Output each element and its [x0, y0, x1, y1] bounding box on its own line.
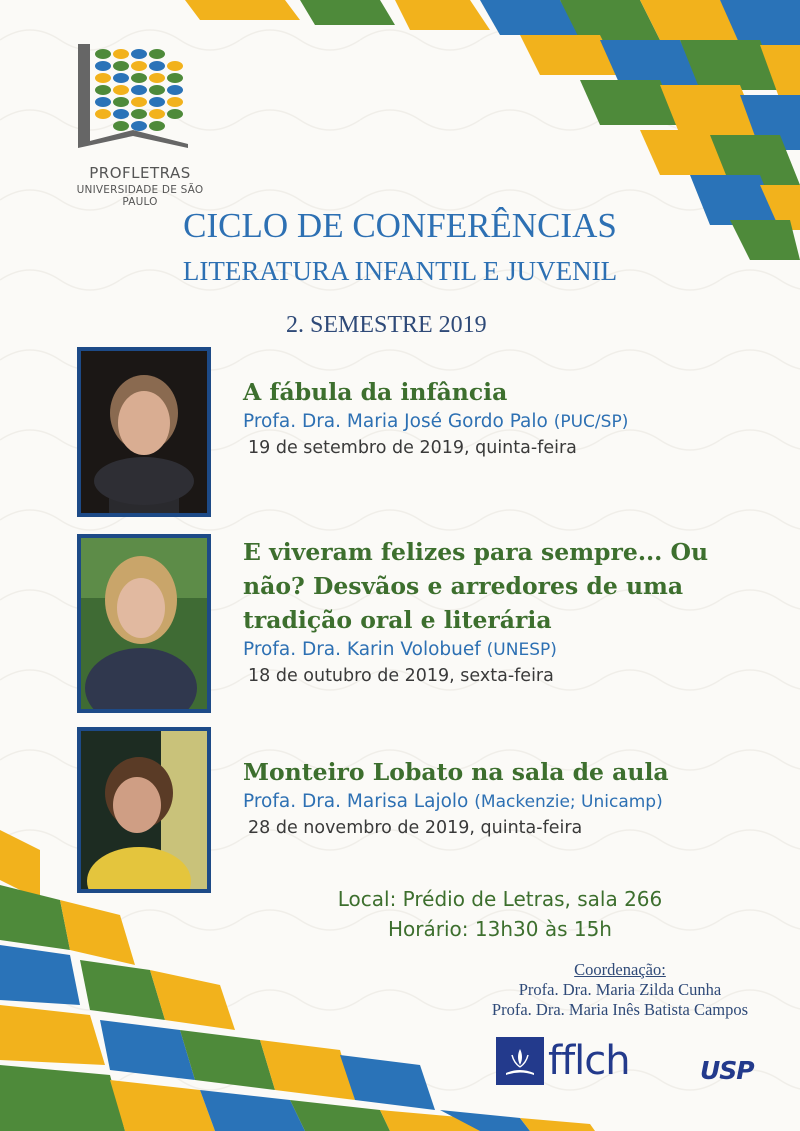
coordination-heading: Coordenação: — [574, 960, 666, 979]
coordination — [460, 960, 780, 1020]
profletras-logo-icon — [78, 44, 188, 156]
speaker-photo-3 — [77, 727, 211, 893]
page-subtitle: LITERATURA INFANTIL E JUVENIL — [182, 256, 618, 286]
talk-3 — [243, 755, 783, 838]
org-name — [60, 164, 220, 208]
fflch-emblem-icon — [496, 1037, 544, 1085]
fflch-wordmark: fflch — [548, 1038, 630, 1084]
usp-logo: USP — [700, 1056, 754, 1085]
page-title: CICLO DE CONFERÊNCIAS — [183, 206, 617, 245]
coordinator-2: Profa. Dra. Maria Inês Batista Campos — [491, 1000, 749, 1019]
semester-label: 2. SEMESTRE 2019 — [286, 312, 487, 338]
coordinator-1: Profa. Dra. Maria Zilda Cunha — [518, 980, 722, 999]
speaker-photo-2 — [77, 534, 211, 713]
talk-2 — [243, 535, 783, 686]
talk-1 — [243, 375, 783, 458]
talk-speaker: Profa. Dra. Maria José Gordo Palo (PUC/SP) — [243, 411, 629, 432]
location-place: Local: Prédio de Letras, sala 266 — [337, 887, 663, 911]
location-time: Horário: 13h30 às 15h — [388, 917, 612, 941]
location-info — [300, 884, 700, 944]
talk-date: 19 de setembro de 2019, quinta-feira — [248, 438, 577, 458]
talk-speaker: Profa. Dra. Karin Volobuef (UNESP) — [243, 639, 557, 660]
talk-title: Monteiro Lobato na sala de aula — [243, 758, 669, 786]
talk-date: 18 de outubro de 2019, sexta-feira — [248, 666, 554, 686]
org-title: PROFLETRAS — [89, 164, 191, 182]
talk-title: E viveram felizes para sempre... Ou não? Desvãos e arredores de uma tradição oral e literária — [243, 538, 709, 634]
talk-speaker: Profa. Dra. Marisa Lajolo (Mackenzie; Unicamp) — [243, 791, 663, 812]
speaker-photo-1 — [77, 347, 211, 517]
university-name: UNIVERSIDADE DE SÃO PAULO — [76, 184, 204, 208]
fflch-logo — [496, 1037, 630, 1085]
talk-title: A fábula da infância — [243, 378, 508, 406]
talk-date: 28 de novembro de 2019, quinta-feira — [248, 818, 583, 838]
